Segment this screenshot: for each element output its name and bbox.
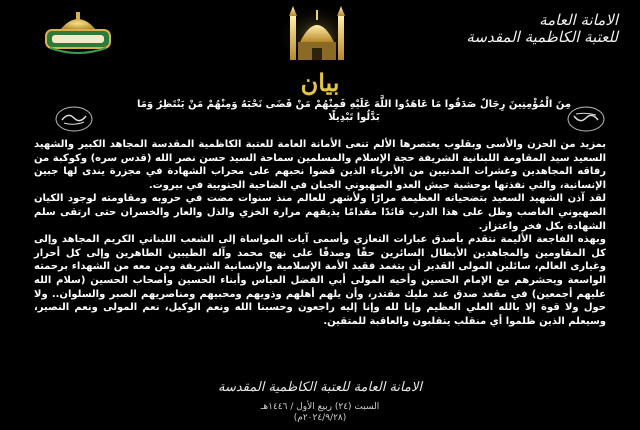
paragraph: لقد آذن الشهيد السعيد بتضحياته العظيمة مرارًا ولأشهر للعالم منذ سنوات مضت في حروبه ومقاومته لوجود الكيان الصهيوني الغاصب وظل على هذا الدرب قائدًا مقدامًا يذيقهم مرارة الخزي والذل والعار والخسران حتى ارتقى سلم الشهادة بكل فخر واعتزاز. — [34, 193, 606, 232]
header-title-line1: الامانة العامة — [539, 11, 618, 29]
footer-date — [140, 402, 500, 424]
calligraphy-medallion-icon — [54, 104, 94, 134]
footer-signature: الامانة العامة للعتبة الكاظمية المقدسة — [218, 380, 422, 395]
golden-dome-minaret-icon — [276, 2, 358, 68]
date-hijri: السبت (٢٤) ربيع الأول / ١٤٤٦هـ — [260, 402, 380, 412]
date-gregorian: (٢٠٢٤/٩/٢٨م) — [293, 413, 347, 423]
paragraph: بمزيد من الحزن والأسى وبقلوب يعتصرها الألم تنعى الأمانة العامة للعتبة الكاظمية المقدسة المجاهد الكبير والشهيد السعيد سيد المقاومة اللبنانية الشريفة حجة الإسلام والمسلمين سماحة السيد حسن نصر الله (قدس سره) وكوكبة من رفاقه المجاهدين وعشرات المدنيين من الأبرياء الذين قضوا نحبهم على محراب الشهادة في مجزرة يندى لها جبين الإنسانية، والتي نفذتها بوحشية جيش العدو الصهيوني الجبان في الضاحية الجنوبية في بيروت. — [34, 139, 606, 191]
header — [0, 0, 640, 72]
quran-verse: مِنَ الْمُؤْمِنِينَ رِجَالٌ صَدَقُوا مَا عَاهَدُوا اللَّهَ عَلَيْهِ فَمِنْهُمْ مَنْ قَضَى نَحْبَهُ وَمِنْهُمْ مَنْ يَنْتَظِرُ وَمَا بَدَّلُوا تَبْدِيلًا — [136, 99, 572, 123]
header-title-line2: للعتبة الكاظمية المقدسة — [466, 28, 618, 46]
shrine-logo-icon — [40, 8, 116, 58]
header-title — [418, 12, 618, 46]
statement-title: بيان — [300, 68, 340, 97]
paragraph: وبهذه الفاجعة الأليمة نتقدم بأصدق عبارات التعازي وأسمى آيات المواساة إلى الشعب اللبناني الكريم المجاهد وإلى كل المقاومين والمجاهدين الأبطال السائرين حقًا وصدقًا على نهج محمد وآله الطيبين الطاهرين وإلى كل أحرار وغيارى العالم، سائلين المولى القدير أن يتغمد فقيد الأمة الإسلامية والإنسانية الشريفة ومن معه من الشهداء برحمته الواسعة ويحشرهم مع الإمام الحسين وأخيه المولى أبي الفضل العباس وأبناء الحسين وأصحاب الحسين (سلام الله عليهم أجمعين) في مقعد صدق عند مليك مقتدر، وأن يلهم أهلهم وذويهم ومحبيهم ومناصريهم الصبر والسلوان.. ولا حول ولا قوة إلا بالله العلي العظيم وإنا لله وإنا إليه راجعون وحسبنا الله ونعم الوكيل، نعم المولى ونعم النصير، وسيعلم الذين ظلموا أي منقلب ينقلبون والعاقبة للمتقين. — [34, 234, 606, 327]
statement-body — [34, 138, 606, 328]
